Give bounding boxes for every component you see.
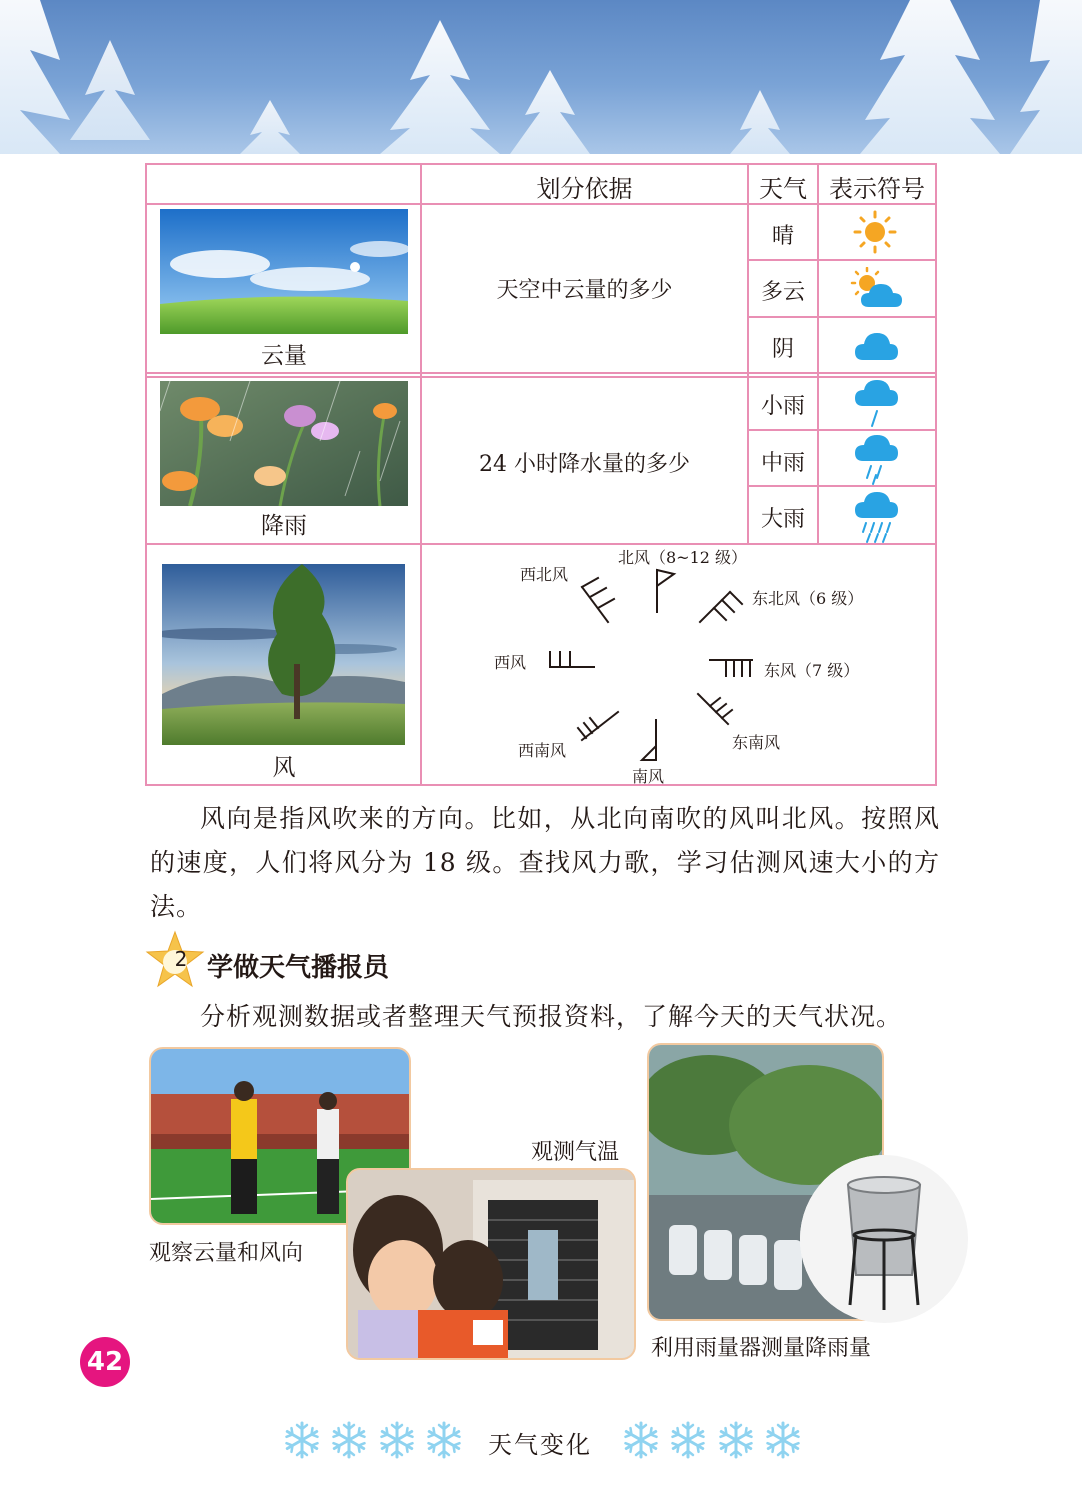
caption-wind: 风 [272, 755, 296, 781]
measure-temperature-photo [346, 1168, 636, 1360]
snowflake-icon [329, 1420, 369, 1460]
chapter-footer [0, 1416, 1082, 1466]
weather-report-paragraph [150, 997, 950, 1037]
caption-rain-gauge: 利用雨量器测量降雨量 [651, 1336, 872, 1361]
section-title: 学做天气播报员 [207, 953, 390, 983]
paragraph-text: 分析观测数据或者整理天气预报资料，了解今天的天气状况。 [200, 1002, 903, 1031]
section-heading [145, 930, 645, 990]
caption-measure-temperature: 观测气温 [531, 1140, 620, 1165]
caption-cloud-amount: 云量 [261, 343, 307, 369]
header-weather: 天气 [759, 175, 807, 203]
page-number-badge: 42 [80, 1337, 130, 1387]
header-symbol: 表示符号 [829, 175, 925, 203]
northeast-wind-barb [700, 592, 730, 622]
label-south-wind: 南风 [632, 767, 665, 786]
basis-cloud-amount: 天空中云量的多少 [496, 278, 673, 303]
wind-direction-diagram [422, 382, 937, 786]
paragraph-text: 风向是指风吹来的方向。比如，从北向南吹的风叫北风。按照风的速度，人们将风分为 18 级。查找风力歌，学习估测风速大小的方法。 [150, 804, 940, 921]
label-northwest-wind: 西北风 [520, 565, 569, 584]
weather-sunny: 晴 [771, 224, 794, 249]
snowflake-icon [716, 1420, 756, 1460]
partly-cloudy-icon [849, 267, 905, 311]
caption-rainfall: 降雨 [261, 513, 307, 539]
rain-gauge-inset [800, 1155, 968, 1323]
chapter-title: 天气变化 [488, 1431, 592, 1459]
snowflake-icon [377, 1420, 417, 1460]
basis-rainfall: 24 小时降水量的多少 [479, 452, 690, 477]
weather-light-rain: 小雨 [760, 394, 805, 419]
blue-sky-photo [160, 209, 408, 334]
weather-overcast: 阴 [771, 337, 794, 362]
rain-gauge-bucket-icon [800, 1155, 968, 1323]
snowflake-icon [282, 1420, 322, 1460]
snowflake-icon [763, 1420, 803, 1460]
winter-banner [0, 0, 1082, 154]
section-number: 2 [174, 947, 188, 971]
weather-heavy-rain: 大雨 [760, 507, 805, 532]
frosted-trees-illustration [0, 0, 1082, 154]
caption-observe-clouds-wind: 观察云量和风向 [149, 1241, 304, 1266]
windy-tree-photo [162, 564, 405, 745]
cloud-icon [853, 328, 899, 362]
label-southwest-wind: 西南风 [518, 741, 567, 760]
wind-direction-paragraph [150, 797, 940, 929]
rain-flowers-photo [160, 381, 408, 506]
label-north-wind: 北风（8~12 级） [618, 548, 748, 567]
snowflake-icon [668, 1420, 708, 1460]
label-southeast-wind: 东南风 [732, 733, 781, 752]
weather-partly-cloudy: 多云 [760, 280, 805, 305]
sun-icon [851, 210, 899, 254]
weather-moderate-rain: 中雨 [760, 451, 805, 476]
southeast-wind-barb [698, 694, 728, 724]
header-basis: 划分依据 [536, 175, 633, 203]
snowflake-icon [621, 1420, 661, 1460]
label-east-wind: 东风（7 级） [764, 661, 860, 680]
snowflake-icon [424, 1420, 464, 1460]
label-northeast-wind: 东北风（6 级） [752, 589, 864, 608]
label-west-wind: 西风 [494, 653, 527, 672]
wind-barb-symbols [422, 382, 937, 786]
